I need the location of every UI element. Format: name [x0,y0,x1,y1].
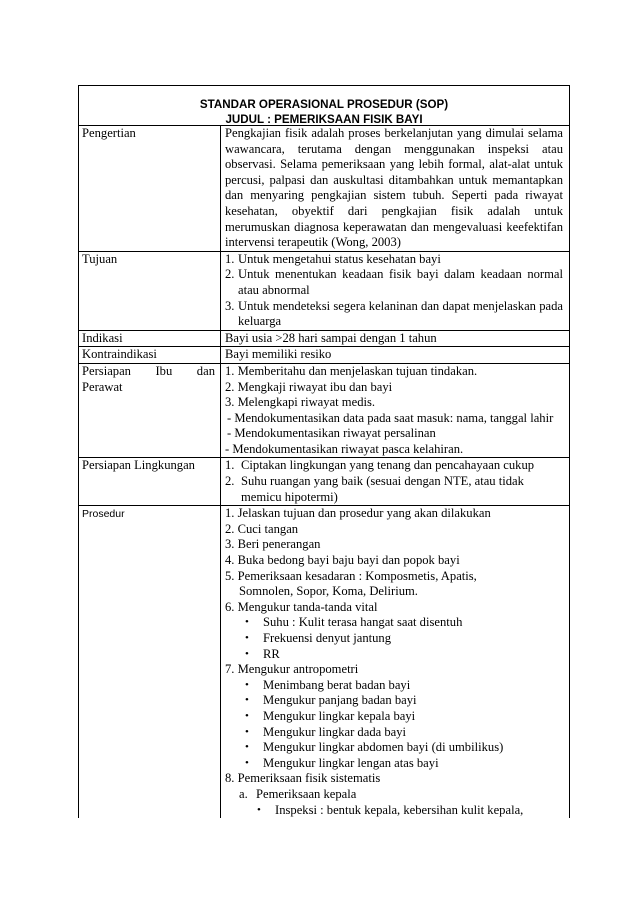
bullet-icon: • [257,803,261,816]
row-label: Kontraindikasi [79,347,221,363]
row-value: Pengkajian fisik adalah proses berkelanjutan yang dimulai selama wawancara, terutama dengan menggunakan inspeksi atau observasi. Selama pemeriksaan yang lebih formal, alat-alat untuk percusi, palpasi dan auskultasi ditambahkan untuk memantapkan dan menyaring pengkajian sistem tubuh. Seperti pada riwayat kesehatan, obyektif dari pengkajian fisik adalah untuk merumuskan diagnosa keperawatan dan mengevaluasi keefektifan intervensi terapeutik (Wong, 2003) [225,126,563,250]
bullet-item: • Menimbang berat badan bayi [245,677,411,692]
row-pengertian [79,126,569,252]
row-label: Indikasi [79,331,221,347]
document-header [79,86,569,126]
row-value [221,506,569,818]
list-item: - Mendokumentasikan riwayat persalinan [227,426,436,441]
list-item: 8. Pemeriksaan fisik sistematis [225,771,381,786]
bullet-icon: • [245,709,249,722]
row-label: Persiapan Ibu dan Perawat [79,364,221,458]
row-prosedur [79,506,569,818]
list-item: 2. Untuk menentukan keadaan fisik bayi dalam keadaan normal atau abnormal [225,267,563,297]
row-label: Prosedur [79,506,221,818]
row-label: Pengertian [79,126,221,251]
bullet-icon: • [245,678,249,691]
document-subtitle: JUDUL : PEMERIKSAAN FISIK BAYI [225,113,423,126]
list-item: 2. Mengkaji riwayat ibu dan bayi [225,379,393,394]
bullet-item: • Inspeksi : bentuk kepala, kebersihan kulit kepala, [257,802,524,817]
row-value [221,364,569,458]
list-item: 2. Suhu ruangan yang baik (sesuai dengan NTE, atau tidak memicu hipotermi) [225,474,524,504]
row-indikasi [79,331,569,348]
list-item: 1. Memberitahu dan menjelaskan tujuan tindakan. [225,363,478,378]
row-value: Bayi usia >28 hari sampai dengan 1 tahun [225,330,437,345]
list-item: 2. Cuci tangan [225,521,299,536]
sub-item: a. Pemeriksaan kepala [239,786,357,801]
bullet-icon: • [245,647,249,660]
row-label: Tujuan [79,252,221,330]
list-item: 1. Ciptakan lingkungan yang tenang dan pencahayaan cukup [225,458,535,473]
list-item: Somnolen, Sopor, Koma, Delirium. [239,584,418,599]
bullet-icon: • [245,725,249,738]
list-item: 7. Mengukur antropometri [225,662,359,677]
list-item: 3. Melengkapi riwayat medis. [225,395,376,410]
bullet-item: • Mengukur lingkar dada bayi [245,724,407,739]
sop-document [78,85,570,818]
list-item: 3. Untuk mendeteksi segera kelaninan dan dapat menjelaskan pada keluarga [225,298,563,329]
list-item: - Mendokumentasikan riwayat pasca kelahiran. [225,441,464,456]
bullet-item: • Mengukur lingkar kepala bayi [245,708,416,723]
bullet-item: • Frekuensi denyut jantung [245,631,392,645]
list-item: 3. Beri penerangan [225,537,321,552]
document-title: STANDAR OPERASIONAL PROSEDUR (SOP) [199,98,449,111]
list-item: 1. Jelaskan tujuan dan prosedur yang akan dilakukan [225,506,491,521]
bullet-item: • RR [245,646,280,661]
row-persiapan-ibu-perawat [79,364,569,459]
row-persiapan-lingkungan [79,458,569,506]
bullet-icon: • [245,756,249,769]
bullet-icon: • [245,741,249,754]
list-item: 5. Pemeriksaan kesadaran : Komposmetis, Apatis, [225,568,477,583]
row-label: Persiapan Lingkungan [79,458,221,505]
row-kontraindikasi [79,347,569,364]
bullet-icon: • [245,632,249,644]
bullet-item: • Mengukur panjang badan bayi [245,693,417,708]
bullet-item: • Mengukur lingkar lengan atas bayi [245,755,439,770]
bullet-item: • Suhu : Kulit terasa hangat saat disentuh [245,615,463,630]
list-item: 1. Untuk mengetahui status kesehatan bayi [225,251,441,266]
list-item: 4. Buka bedong bayi baju bayi dan popok bayi [225,553,460,568]
bullet-icon: • [245,694,249,707]
list-item: - Mendokumentasikan data pada saat masuk: nama, tanggal lahir [227,410,554,425]
list-item: 6. Mengukur tanda-tanda vital [225,599,378,614]
bullet-item: • Mengukur lingkar abdomen bayi (di umbilikus) [245,740,504,755]
row-tujuan [79,252,569,331]
bullet-icon: • [245,616,249,629]
row-value [221,252,569,330]
row-value [221,458,569,505]
row-value: Bayi memiliki resiko [225,347,332,362]
